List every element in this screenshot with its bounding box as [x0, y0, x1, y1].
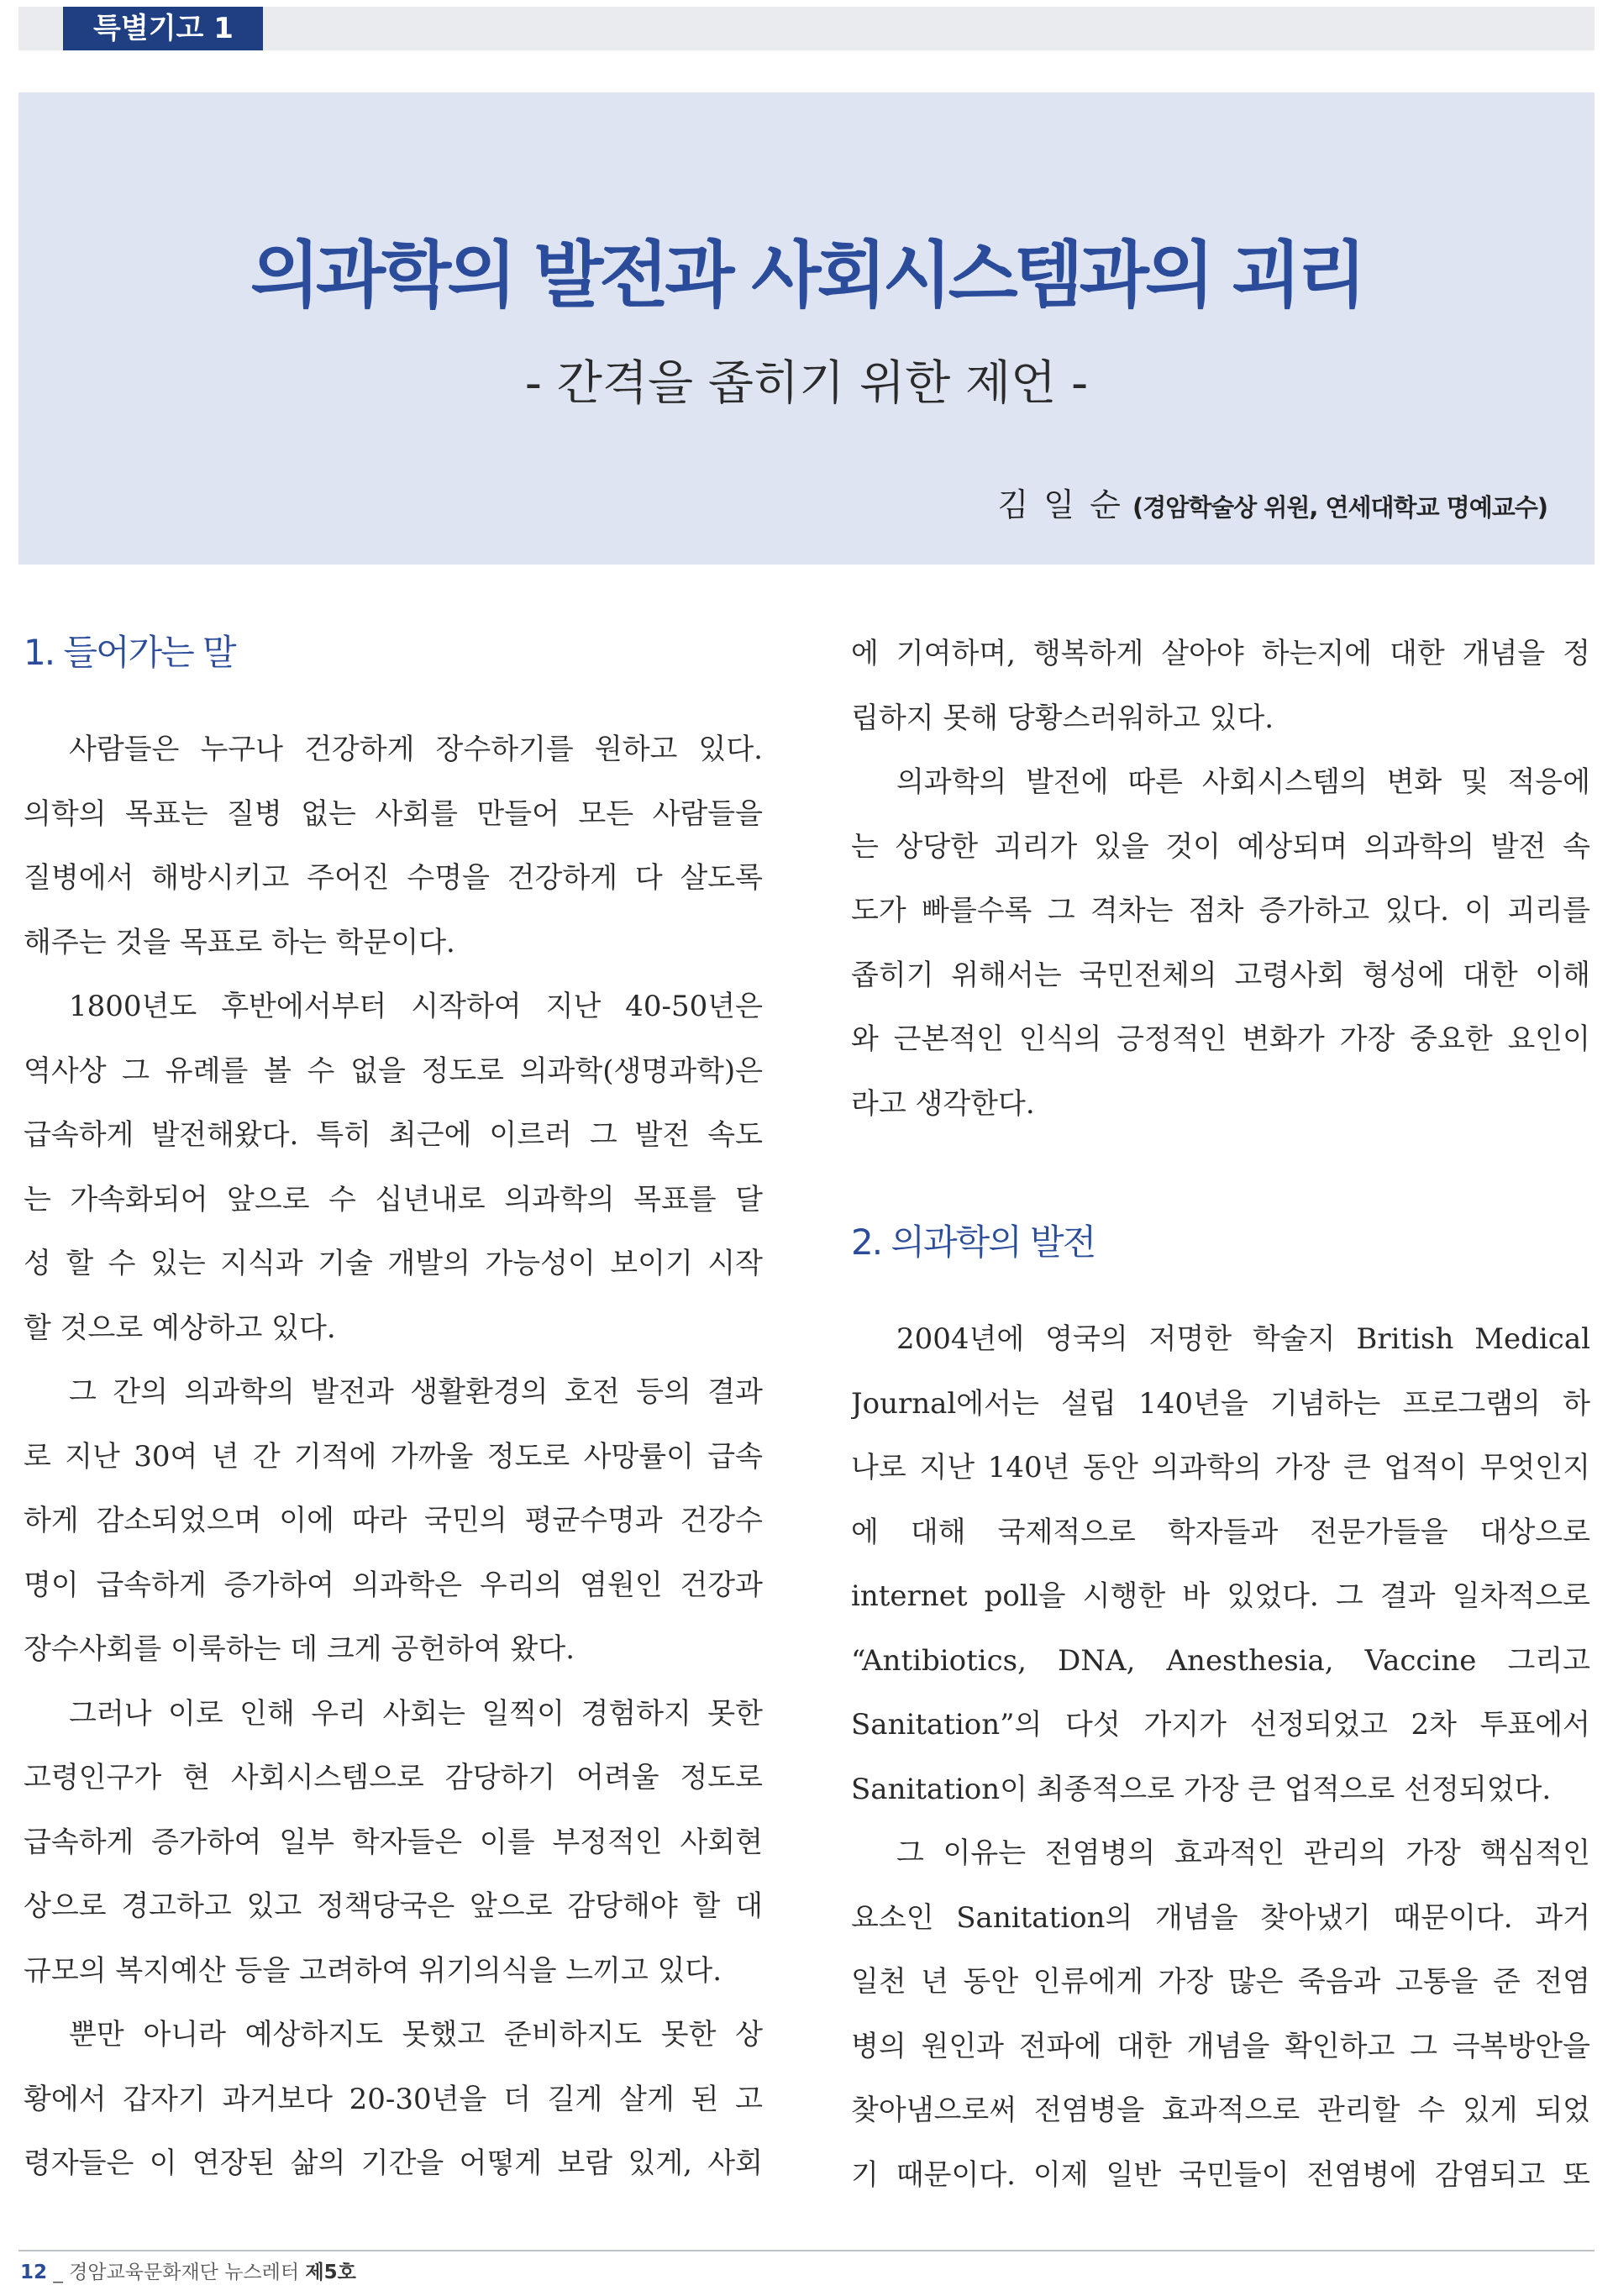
text-line: 1800년도 후반에서부터 시작하여 지난 40-50년은	[69, 990, 763, 1023]
text-line: 장수사회를 이룩하는 데 크게 공헌하여 왔다.	[24, 1632, 575, 1666]
text-line: 의과학의 발전에 따른 사회시스템의 변화 및 적응에	[896, 765, 1590, 799]
text-line: internet poll을 시행한 바 있었다. 그 결과 일차적으로	[851, 1579, 1590, 1613]
text-line: 나로 지난 140년 동안 의과학의 가장 큰 업적이 무엇인지	[851, 1451, 1590, 1484]
section-tag: 특별기고 1	[63, 7, 263, 50]
text-line: 로 지난 30여 년 간 기적에 가까울 정도로 사망률이 급속	[24, 1439, 763, 1474]
text-line: 뿐만 아니라 예상하지도 못했고 준비하지도 못한 상	[69, 2018, 763, 2052]
text-line: 기 때문이다. 이제 일반 국민들이 전염병에 감염되고 또	[851, 2157, 1590, 2192]
page-title: 의과학의 발전과 사회시스템과의 괴리	[250, 234, 1363, 318]
text-line: 는 상당한 괴리가 있을 것이 예상되며 의과학의 발전 속	[851, 829, 1590, 864]
text-line: 성 할 수 있는 지식과 기술 개발의 가능성이 보이기 시작	[24, 1247, 763, 1280]
right-body-bottom	[851, 1307, 1590, 2207]
text-line: Sanitation”의 다섯 가지가 선정되었고 2차 투표에서	[851, 1708, 1590, 1742]
text-line: 의학의 목표는 질병 없는 사회를 만들어 모든 사람들을	[24, 796, 763, 831]
text-line: Sanitation이 최종적으로 가장 큰 업적으로 선정되었다.	[851, 1772, 1552, 1806]
author-affiliation: (경암학술상 위원, 연세대학교 명예교수)	[1132, 493, 1547, 522]
text-line: 요소인 Sanitation의 개념을 찾아냈기 때문이다. 과거	[851, 1900, 1590, 1935]
text-line: 령자들은 이 연장된 삶의 기간을 어떻게 보람 있게, 사회	[24, 2146, 763, 2180]
section-heading-intro: 1. 들어가는 말	[24, 632, 235, 673]
footer-separator: _	[47, 2262, 70, 2283]
text-line: 상으로 경고하고 있고 정책당국은 앞으로 감당해야 할 대	[24, 1889, 763, 1923]
text-line: 에 기여하며, 행복하게 살아야 하는지에 대한 개념을 정	[851, 637, 1590, 670]
publication-name: 경암교육문화재단 뉴스레터	[69, 2262, 300, 2283]
text-line: 규모의 복지예산 등을 고려하여 위기의식을 느끼고 있다.	[24, 1953, 722, 1988]
author-line	[998, 479, 1547, 525]
text-line: 그 이유는 전염병의 효과적인 관리의 가장 핵심적인	[896, 1836, 1590, 1870]
text-line: 그 간의 의과학의 발전과 생활환경의 호전 등의 결과	[69, 1375, 763, 1409]
text-line: 급속하게 발전해왔다. 특히 최근에 이르러 그 발전 속도	[24, 1118, 763, 1152]
text-line: 사람들은 누구나 건강하게 장수하기를 원하고 있다.	[69, 733, 763, 766]
footer-rule	[18, 2250, 1595, 2251]
left-body	[24, 717, 763, 2196]
text-line: “Antibiotics, DNA, Anesthesia, Vaccine 그리고	[851, 1643, 1590, 1678]
text-line: 명이 급속하게 증가하여 의과학은 우리의 염원인 건강과	[24, 1568, 763, 1602]
section-heading-development: 2. 의과학의 발전	[851, 1222, 1095, 1263]
text-line: 하게 감소되었으며 이에 따라 국민의 평균수명과 건강수	[24, 1504, 763, 1537]
right-body-top	[851, 622, 1590, 1136]
text-line: 황에서 갑자기 과거보다 20-30년을 더 길게 살게 된 고	[24, 2082, 763, 2116]
text-line: 는 가속화되어 앞으로 수 십년내로 의과학의 목표를 달	[24, 1182, 763, 1216]
text-line: 질병에서 해방시키고 주어진 수명을 건강하게 다 살도록	[24, 861, 763, 895]
text-line: 급속하게 증가하여 일부 학자들은 이를 부정적인 사회현	[24, 1825, 763, 1859]
text-line: 2004년에 영국의 저명한 학술지 British Medical	[896, 1322, 1590, 1356]
text-line: 그러나 이로 인해 우리 사회는 일찍이 경험하지 못한	[69, 1696, 763, 1731]
left-column	[24, 623, 763, 2196]
right-column	[851, 623, 1590, 2207]
text-line: 일천 년 동안 인류에게 가장 많은 죽음과 고통을 준 전염	[851, 1965, 1590, 1999]
title-box	[18, 92, 1595, 565]
author-name: 김 일 순	[997, 486, 1123, 523]
text-line: 해주는 것을 목표로 하는 학문이다.	[24, 925, 455, 959]
text-line: 립하지 못해 당황스러워하고 있다.	[851, 701, 1274, 735]
text-line: 할 것으로 예상하고 있다.	[24, 1311, 336, 1345]
text-line: 도가 빠를수록 그 격차는 점차 증가하고 있다. 이 괴리를	[851, 894, 1590, 927]
issue-number: 제5호	[305, 2262, 356, 2283]
text-line: 에 대해 국제적으로 학자들과 전문가들을 대상으로	[851, 1515, 1590, 1549]
footer	[20, 2257, 356, 2284]
text-line: 와 근본적인 인식의 긍정적인 변화가 가장 중요한 요인이	[851, 1022, 1590, 1056]
text-line: 찾아냄으로써 전염병을 효과적으로 관리할 수 있게 되었	[851, 2094, 1590, 2127]
page-subtitle: - 간격을 좁히기 위한 제언 -	[524, 356, 1089, 411]
page-number: 12	[20, 2262, 48, 2283]
text-line: 병의 원인과 전파에 대한 개념을 확인하고 그 극복방안을	[851, 2029, 1590, 2063]
text-line: 고령인구가 현 사회시스템으로 감당하기 어려울 정도로	[24, 1761, 763, 1794]
text-line: 라고 생각한다.	[851, 1086, 1035, 1121]
text-line: Journal에서는 설립 140년을 기념하는 프로그램의 하	[851, 1386, 1590, 1421]
text-line: 역사상 그 유례를 볼 수 없을 정도로 의과학(생명과학)은	[24, 1053, 763, 1088]
text-line: 좁히기 위해서는 국민전체의 고령사회 형성에 대한 이해	[851, 958, 1590, 992]
